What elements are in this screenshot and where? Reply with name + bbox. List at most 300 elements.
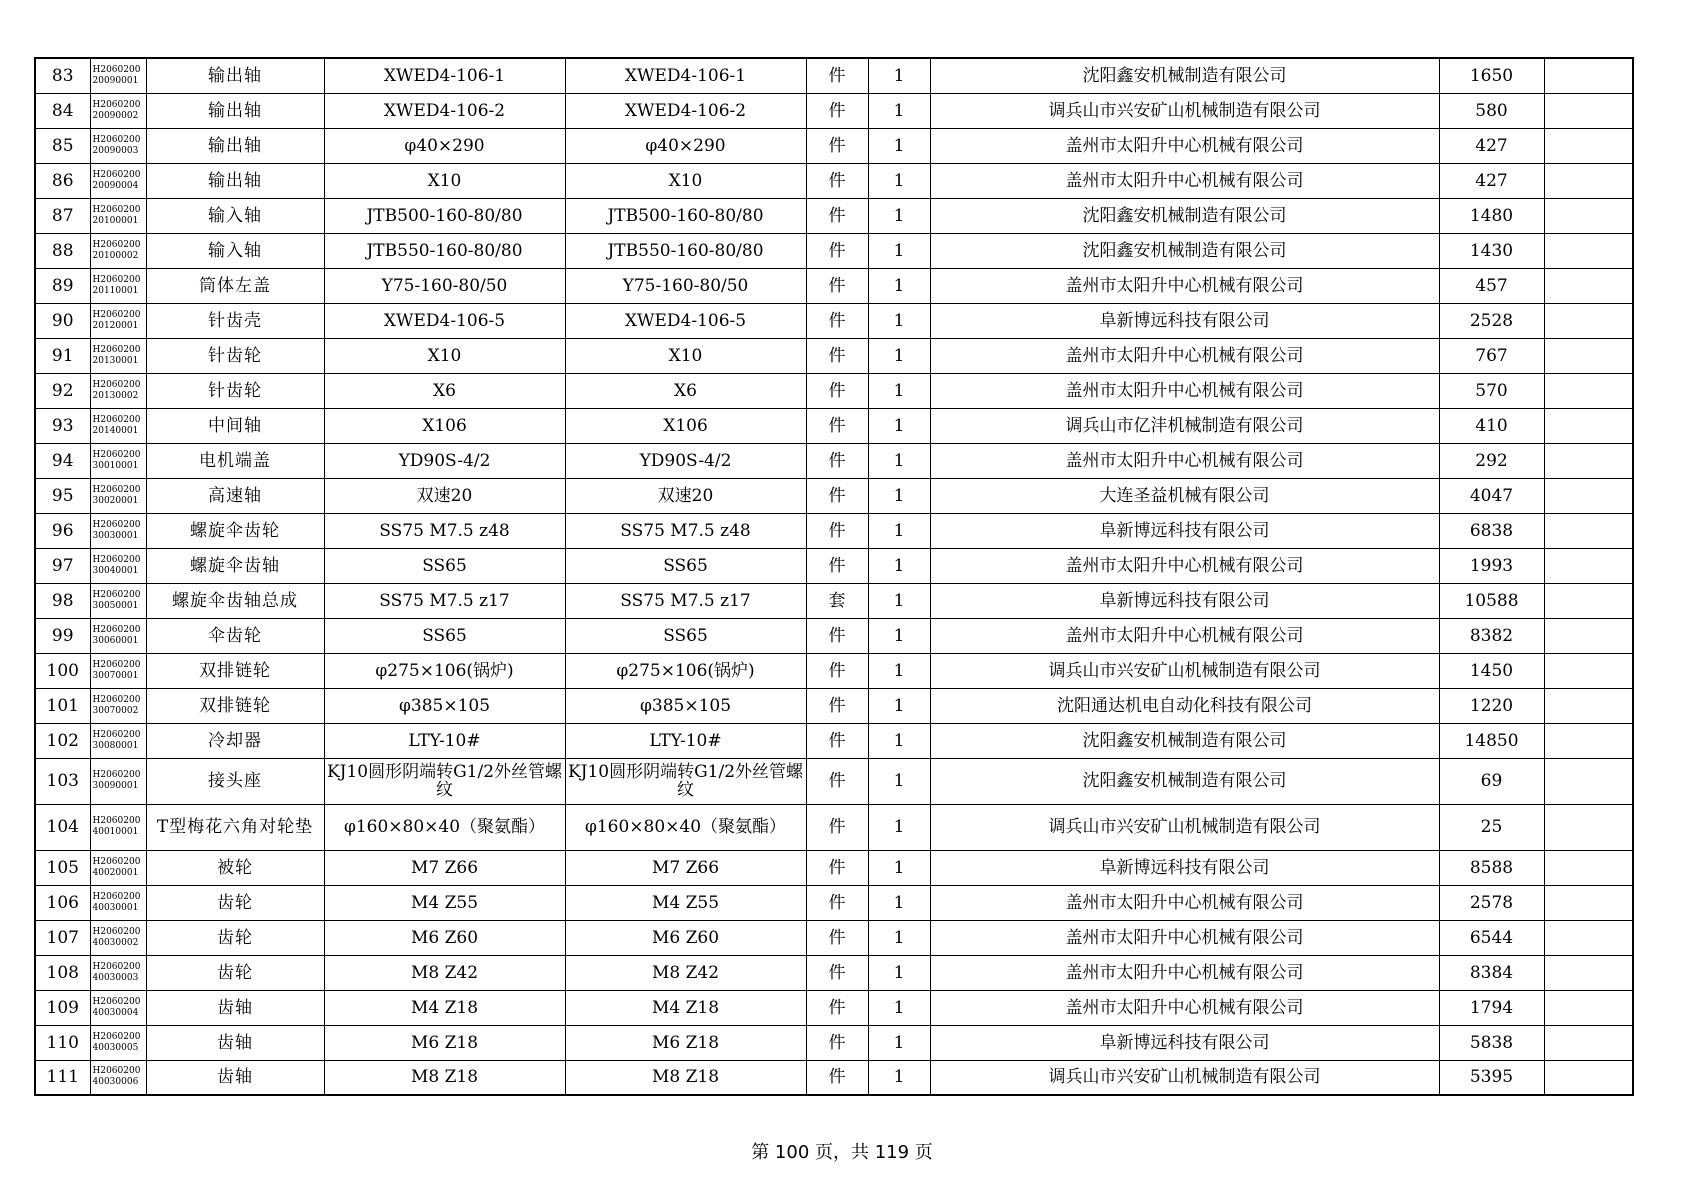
specification-cell: SS65 — [324, 618, 565, 653]
supplier-cell: 调兵山市兴安矿山机械制造有限公司 — [930, 1060, 1439, 1095]
unit-cell: 套 — [806, 583, 868, 618]
part-name-cell: 接头座 — [146, 758, 324, 804]
table-row — [35, 653, 1633, 688]
quantity-cell: 1 — [868, 583, 930, 618]
material-code-cell: H2060200 20100001 — [90, 198, 146, 233]
table-row — [35, 198, 1633, 233]
table-row — [35, 723, 1633, 758]
table-row — [35, 758, 1633, 804]
table-row — [35, 128, 1633, 163]
parts-price-table — [34, 57, 1634, 1096]
price-cell: 25 — [1439, 804, 1544, 850]
model-cell: M6 Z60 — [565, 920, 806, 955]
model-cell: SS75 M7.5 z48 — [565, 513, 806, 548]
model-cell: KJ10圆形阴端转G1/2外丝管螺纹 — [565, 758, 806, 804]
material-code-cell: H2060200 20090001 — [90, 58, 146, 93]
model-cell: φ40×290 — [565, 128, 806, 163]
specification-cell: M8 Z42 — [324, 955, 565, 990]
table-row — [35, 885, 1633, 920]
part-name-cell: 针齿轮 — [146, 338, 324, 373]
model-cell: M8 Z42 — [565, 955, 806, 990]
remark-cell — [1544, 128, 1633, 163]
model-cell: JTB550-160-80/80 — [565, 233, 806, 268]
supplier-cell: 调兵山市兴安矿山机械制造有限公司 — [930, 93, 1439, 128]
table-row — [35, 513, 1633, 548]
part-name-cell: 筒体左盖 — [146, 268, 324, 303]
unit-cell: 件 — [806, 850, 868, 885]
specification-cell: 双速20 — [324, 478, 565, 513]
row-number-cell: 88 — [35, 233, 90, 268]
supplier-cell: 沈阳鑫安机械制造有限公司 — [930, 723, 1439, 758]
unit-cell: 件 — [806, 233, 868, 268]
row-number-cell: 92 — [35, 373, 90, 408]
price-cell: 1220 — [1439, 688, 1544, 723]
price-cell: 292 — [1439, 443, 1544, 478]
specification-cell: M7 Z66 — [324, 850, 565, 885]
specification-cell: SS65 — [324, 548, 565, 583]
table-row — [35, 373, 1633, 408]
model-cell: LTY-10# — [565, 723, 806, 758]
remark-cell — [1544, 723, 1633, 758]
unit-cell: 件 — [806, 618, 868, 653]
price-cell: 767 — [1439, 338, 1544, 373]
row-number-cell: 105 — [35, 850, 90, 885]
specification-cell: φ385×105 — [324, 688, 565, 723]
remark-cell — [1544, 758, 1633, 804]
price-cell: 570 — [1439, 373, 1544, 408]
material-code-cell: H2060200 20140001 — [90, 408, 146, 443]
part-name-cell: 齿轴 — [146, 1025, 324, 1060]
remark-cell — [1544, 920, 1633, 955]
specification-cell: X106 — [324, 408, 565, 443]
part-name-cell: T型梅花六角对轮垫 — [146, 804, 324, 850]
unit-cell: 件 — [806, 268, 868, 303]
quantity-cell: 1 — [868, 478, 930, 513]
quantity-cell: 1 — [868, 920, 930, 955]
price-cell: 8382 — [1439, 618, 1544, 653]
supplier-cell: 调兵山市亿沣机械制造有限公司 — [930, 408, 1439, 443]
unit-cell: 件 — [806, 303, 868, 338]
quantity-cell: 1 — [868, 1025, 930, 1060]
supplier-cell: 阜新博远科技有限公司 — [930, 583, 1439, 618]
specification-cell: φ275×106(锅炉) — [324, 653, 565, 688]
unit-cell: 件 — [806, 408, 868, 443]
price-cell: 1450 — [1439, 653, 1544, 688]
supplier-cell: 沈阳鑫安机械制造有限公司 — [930, 758, 1439, 804]
part-name-cell: 螺旋伞齿轮 — [146, 513, 324, 548]
supplier-cell: 盖州市太阳升中心机械有限公司 — [930, 955, 1439, 990]
supplier-cell: 阜新博远科技有限公司 — [930, 303, 1439, 338]
row-number-cell: 100 — [35, 653, 90, 688]
price-cell: 2528 — [1439, 303, 1544, 338]
material-code-cell: H2060200 30040001 — [90, 548, 146, 583]
part-name-cell: 输出轴 — [146, 58, 324, 93]
model-cell: X6 — [565, 373, 806, 408]
specification-cell: M6 Z60 — [324, 920, 565, 955]
row-number-cell: 87 — [35, 198, 90, 233]
model-cell: M6 Z18 — [565, 1025, 806, 1060]
specification-cell: X6 — [324, 373, 565, 408]
quantity-cell: 1 — [868, 198, 930, 233]
part-name-cell: 螺旋伞齿轴 — [146, 548, 324, 583]
specification-cell: LTY-10# — [324, 723, 565, 758]
model-cell: XWED4-106-5 — [565, 303, 806, 338]
table-row — [35, 548, 1633, 583]
table-row — [35, 408, 1633, 443]
supplier-cell: 沈阳鑫安机械制造有限公司 — [930, 233, 1439, 268]
quantity-cell: 1 — [868, 1060, 930, 1095]
supplier-cell: 沈阳通达机电自动化科技有限公司 — [930, 688, 1439, 723]
supplier-cell: 盖州市太阳升中心机械有限公司 — [930, 338, 1439, 373]
material-code-cell: H2060200 20090003 — [90, 128, 146, 163]
part-name-cell: 被轮 — [146, 850, 324, 885]
price-cell: 8588 — [1439, 850, 1544, 885]
material-code-cell: H2060200 20120001 — [90, 303, 146, 338]
supplier-cell: 盖州市太阳升中心机械有限公司 — [930, 163, 1439, 198]
quantity-cell: 1 — [868, 990, 930, 1025]
supplier-cell: 沈阳鑫安机械制造有限公司 — [930, 198, 1439, 233]
specification-cell: Y75-160-80/50 — [324, 268, 565, 303]
specification-cell: φ160×80×40（聚氨酯） — [324, 804, 565, 850]
row-number-cell: 98 — [35, 583, 90, 618]
remark-cell — [1544, 233, 1633, 268]
model-cell: SS75 M7.5 z17 — [565, 583, 806, 618]
part-name-cell: 输出轴 — [146, 128, 324, 163]
quantity-cell: 1 — [868, 303, 930, 338]
model-cell: XWED4-106-1 — [565, 58, 806, 93]
remark-cell — [1544, 58, 1633, 93]
supplier-cell: 大连圣益机械有限公司 — [930, 478, 1439, 513]
part-name-cell: 双排链轮 — [146, 653, 324, 688]
remark-cell — [1544, 688, 1633, 723]
remark-cell — [1544, 583, 1633, 618]
row-number-cell: 99 — [35, 618, 90, 653]
quantity-cell: 1 — [868, 804, 930, 850]
model-cell: φ160×80×40（聚氨酯） — [565, 804, 806, 850]
model-cell: YD90S-4/2 — [565, 443, 806, 478]
specification-cell: M4 Z55 — [324, 885, 565, 920]
row-number-cell: 95 — [35, 478, 90, 513]
quantity-cell: 1 — [868, 955, 930, 990]
price-cell: 427 — [1439, 128, 1544, 163]
material-code-cell: H2060200 20130002 — [90, 373, 146, 408]
row-number-cell: 84 — [35, 93, 90, 128]
part-name-cell: 伞齿轮 — [146, 618, 324, 653]
quantity-cell: 1 — [868, 233, 930, 268]
specification-cell: XWED4-106-1 — [324, 58, 565, 93]
specification-cell: SS75 M7.5 z48 — [324, 513, 565, 548]
material-code-cell: H2060200 40020001 — [90, 850, 146, 885]
material-code-cell: H2060200 40030006 — [90, 1060, 146, 1095]
supplier-cell: 调兵山市兴安矿山机械制造有限公司 — [930, 804, 1439, 850]
model-cell: SS65 — [565, 548, 806, 583]
material-code-cell: H2060200 20090002 — [90, 93, 146, 128]
price-cell: 2578 — [1439, 885, 1544, 920]
part-name-cell: 齿轴 — [146, 990, 324, 1025]
specification-cell: SS75 M7.5 z17 — [324, 583, 565, 618]
remark-cell — [1544, 478, 1633, 513]
model-cell: M4 Z18 — [565, 990, 806, 1025]
material-code-cell: H2060200 40030005 — [90, 1025, 146, 1060]
row-number-cell: 97 — [35, 548, 90, 583]
supplier-cell: 盖州市太阳升中心机械有限公司 — [930, 885, 1439, 920]
part-name-cell: 螺旋伞齿轴总成 — [146, 583, 324, 618]
quantity-cell: 1 — [868, 758, 930, 804]
quantity-cell: 1 — [868, 688, 930, 723]
material-code-cell: H2060200 40030003 — [90, 955, 146, 990]
specification-cell: X10 — [324, 338, 565, 373]
row-number-cell: 96 — [35, 513, 90, 548]
remark-cell — [1544, 303, 1633, 338]
model-cell: SS65 — [565, 618, 806, 653]
table-row — [35, 618, 1633, 653]
price-cell: 1650 — [1439, 58, 1544, 93]
material-code-cell: H2060200 30020001 — [90, 478, 146, 513]
model-cell: XWED4-106-2 — [565, 93, 806, 128]
unit-cell: 件 — [806, 723, 868, 758]
row-number-cell: 102 — [35, 723, 90, 758]
table-row — [35, 303, 1633, 338]
unit-cell: 件 — [806, 688, 868, 723]
row-number-cell: 91 — [35, 338, 90, 373]
part-name-cell: 输出轴 — [146, 93, 324, 128]
quantity-cell: 1 — [868, 338, 930, 373]
remark-cell — [1544, 198, 1633, 233]
supplier-cell: 阜新博远科技有限公司 — [930, 1025, 1439, 1060]
quantity-cell: 1 — [868, 723, 930, 758]
remark-cell — [1544, 408, 1633, 443]
part-name-cell: 输出轴 — [146, 163, 324, 198]
remark-cell — [1544, 513, 1633, 548]
quantity-cell: 1 — [868, 408, 930, 443]
part-name-cell: 针齿轮 — [146, 373, 324, 408]
model-cell: Y75-160-80/50 — [565, 268, 806, 303]
specification-cell: M6 Z18 — [324, 1025, 565, 1060]
row-number-cell: 85 — [35, 128, 90, 163]
specification-cell: M4 Z18 — [324, 990, 565, 1025]
quantity-cell: 1 — [868, 268, 930, 303]
quantity-cell: 1 — [868, 885, 930, 920]
price-cell: 10588 — [1439, 583, 1544, 618]
supplier-cell: 阜新博远科技有限公司 — [930, 513, 1439, 548]
unit-cell: 件 — [806, 1025, 868, 1060]
material-code-cell: H2060200 40030002 — [90, 920, 146, 955]
row-number-cell: 104 — [35, 804, 90, 850]
quantity-cell: 1 — [868, 93, 930, 128]
unit-cell: 件 — [806, 653, 868, 688]
table-row — [35, 1025, 1633, 1060]
quantity-cell: 1 — [868, 548, 930, 583]
remark-cell — [1544, 163, 1633, 198]
specification-cell: XWED4-106-2 — [324, 93, 565, 128]
material-code-cell: H2060200 40010001 — [90, 804, 146, 850]
unit-cell: 件 — [806, 443, 868, 478]
unit-cell: 件 — [806, 373, 868, 408]
specification-cell: φ40×290 — [324, 128, 565, 163]
unit-cell: 件 — [806, 758, 868, 804]
unit-cell: 件 — [806, 58, 868, 93]
quantity-cell: 1 — [868, 653, 930, 688]
specification-cell: KJ10圆形阴端转G1/2外丝管螺纹 — [324, 758, 565, 804]
row-number-cell: 86 — [35, 163, 90, 198]
price-cell: 580 — [1439, 93, 1544, 128]
row-number-cell: 110 — [35, 1025, 90, 1060]
price-cell: 5395 — [1439, 1060, 1544, 1095]
part-name-cell: 输入轴 — [146, 233, 324, 268]
material-code-cell: H2060200 30010001 — [90, 443, 146, 478]
material-code-cell: H2060200 30080001 — [90, 723, 146, 758]
specification-cell: XWED4-106-5 — [324, 303, 565, 338]
part-name-cell: 齿轮 — [146, 955, 324, 990]
material-code-cell: H2060200 40030001 — [90, 885, 146, 920]
table-row — [35, 583, 1633, 618]
table-row — [35, 920, 1633, 955]
price-cell: 410 — [1439, 408, 1544, 443]
remark-cell — [1544, 885, 1633, 920]
model-cell: φ275×106(锅炉) — [565, 653, 806, 688]
specification-cell: JTB500-160-80/80 — [324, 198, 565, 233]
quantity-cell: 1 — [868, 373, 930, 408]
price-cell: 1993 — [1439, 548, 1544, 583]
table-row — [35, 688, 1633, 723]
remark-cell — [1544, 338, 1633, 373]
table-row — [35, 163, 1633, 198]
table-row — [35, 955, 1633, 990]
unit-cell: 件 — [806, 128, 868, 163]
row-number-cell: 107 — [35, 920, 90, 955]
row-number-cell: 83 — [35, 58, 90, 93]
price-cell: 6838 — [1439, 513, 1544, 548]
part-name-cell: 齿轴 — [146, 1060, 324, 1095]
specification-cell: YD90S-4/2 — [324, 443, 565, 478]
unit-cell: 件 — [806, 513, 868, 548]
remark-cell — [1544, 1025, 1633, 1060]
price-cell: 69 — [1439, 758, 1544, 804]
remark-cell — [1544, 618, 1633, 653]
unit-cell: 件 — [806, 990, 868, 1025]
specification-cell: JTB550-160-80/80 — [324, 233, 565, 268]
remark-cell — [1544, 850, 1633, 885]
material-code-cell: H2060200 20100002 — [90, 233, 146, 268]
price-cell: 14850 — [1439, 723, 1544, 758]
quantity-cell: 1 — [868, 850, 930, 885]
row-number-cell: 108 — [35, 955, 90, 990]
unit-cell: 件 — [806, 198, 868, 233]
quantity-cell: 1 — [868, 513, 930, 548]
price-cell: 1480 — [1439, 198, 1544, 233]
unit-cell: 件 — [806, 920, 868, 955]
price-cell: 1430 — [1439, 233, 1544, 268]
model-cell: X10 — [565, 163, 806, 198]
page-footer: 第 100 页，共 119 页 — [751, 1142, 933, 1163]
row-number-cell: 90 — [35, 303, 90, 338]
table-row — [35, 478, 1633, 513]
supplier-cell: 盖州市太阳升中心机械有限公司 — [930, 128, 1439, 163]
table-row — [35, 93, 1633, 128]
price-cell: 5838 — [1439, 1025, 1544, 1060]
part-name-cell: 齿轮 — [146, 885, 324, 920]
quantity-cell: 1 — [868, 443, 930, 478]
part-name-cell: 中间轴 — [146, 408, 324, 443]
remark-cell — [1544, 268, 1633, 303]
unit-cell: 件 — [806, 163, 868, 198]
supplier-cell: 盖州市太阳升中心机械有限公司 — [930, 990, 1439, 1025]
table-row — [35, 58, 1633, 93]
remark-cell — [1544, 548, 1633, 583]
quantity-cell: 1 — [868, 58, 930, 93]
supplier-cell: 盖州市太阳升中心机械有限公司 — [930, 443, 1439, 478]
supplier-cell: 盖州市太阳升中心机械有限公司 — [930, 548, 1439, 583]
remark-cell — [1544, 653, 1633, 688]
supplier-cell: 盖州市太阳升中心机械有限公司 — [930, 268, 1439, 303]
table-row — [35, 338, 1633, 373]
material-code-cell: H2060200 30050001 — [90, 583, 146, 618]
remark-cell — [1544, 1060, 1633, 1095]
remark-cell — [1544, 373, 1633, 408]
unit-cell: 件 — [806, 93, 868, 128]
table-row — [35, 233, 1633, 268]
supplier-cell: 调兵山市兴安矿山机械制造有限公司 — [930, 653, 1439, 688]
supplier-cell: 阜新博远科技有限公司 — [930, 850, 1439, 885]
unit-cell: 件 — [806, 478, 868, 513]
quantity-cell: 1 — [868, 618, 930, 653]
material-code-cell: H2060200 30070001 — [90, 653, 146, 688]
material-code-cell: H2060200 20090004 — [90, 163, 146, 198]
part-name-cell: 针齿壳 — [146, 303, 324, 338]
remark-cell — [1544, 93, 1633, 128]
material-code-cell: H2060200 30060001 — [90, 618, 146, 653]
material-code-cell: H2060200 20110001 — [90, 268, 146, 303]
part-name-cell: 冷却器 — [146, 723, 324, 758]
part-name-cell: 输入轴 — [146, 198, 324, 233]
specification-cell: M8 Z18 — [324, 1060, 565, 1095]
quantity-cell: 1 — [868, 128, 930, 163]
table-row — [35, 804, 1633, 850]
model-cell: φ385×105 — [565, 688, 806, 723]
remark-cell — [1544, 955, 1633, 990]
row-number-cell: 94 — [35, 443, 90, 478]
unit-cell: 件 — [806, 804, 868, 850]
model-cell: X10 — [565, 338, 806, 373]
supplier-cell: 盖州市太阳升中心机械有限公司 — [930, 373, 1439, 408]
model-cell: JTB500-160-80/80 — [565, 198, 806, 233]
row-number-cell: 101 — [35, 688, 90, 723]
table-row — [35, 990, 1633, 1025]
row-number-cell: 103 — [35, 758, 90, 804]
remark-cell — [1544, 990, 1633, 1025]
remark-cell — [1544, 804, 1633, 850]
table-row — [35, 443, 1633, 478]
row-number-cell: 93 — [35, 408, 90, 443]
table-row — [35, 1060, 1633, 1095]
material-code-cell: H2060200 30030001 — [90, 513, 146, 548]
part-name-cell: 齿轮 — [146, 920, 324, 955]
price-cell: 4047 — [1439, 478, 1544, 513]
material-code-cell: H2060200 30090001 — [90, 758, 146, 804]
quantity-cell: 1 — [868, 163, 930, 198]
row-number-cell: 111 — [35, 1060, 90, 1095]
model-cell: X106 — [565, 408, 806, 443]
table-body — [35, 58, 1633, 1095]
price-cell: 8384 — [1439, 955, 1544, 990]
model-cell: M8 Z18 — [565, 1060, 806, 1095]
table-row — [35, 268, 1633, 303]
price-cell: 427 — [1439, 163, 1544, 198]
unit-cell: 件 — [806, 885, 868, 920]
price-cell: 1794 — [1439, 990, 1544, 1025]
part-name-cell: 电机端盖 — [146, 443, 324, 478]
model-cell: M7 Z66 — [565, 850, 806, 885]
